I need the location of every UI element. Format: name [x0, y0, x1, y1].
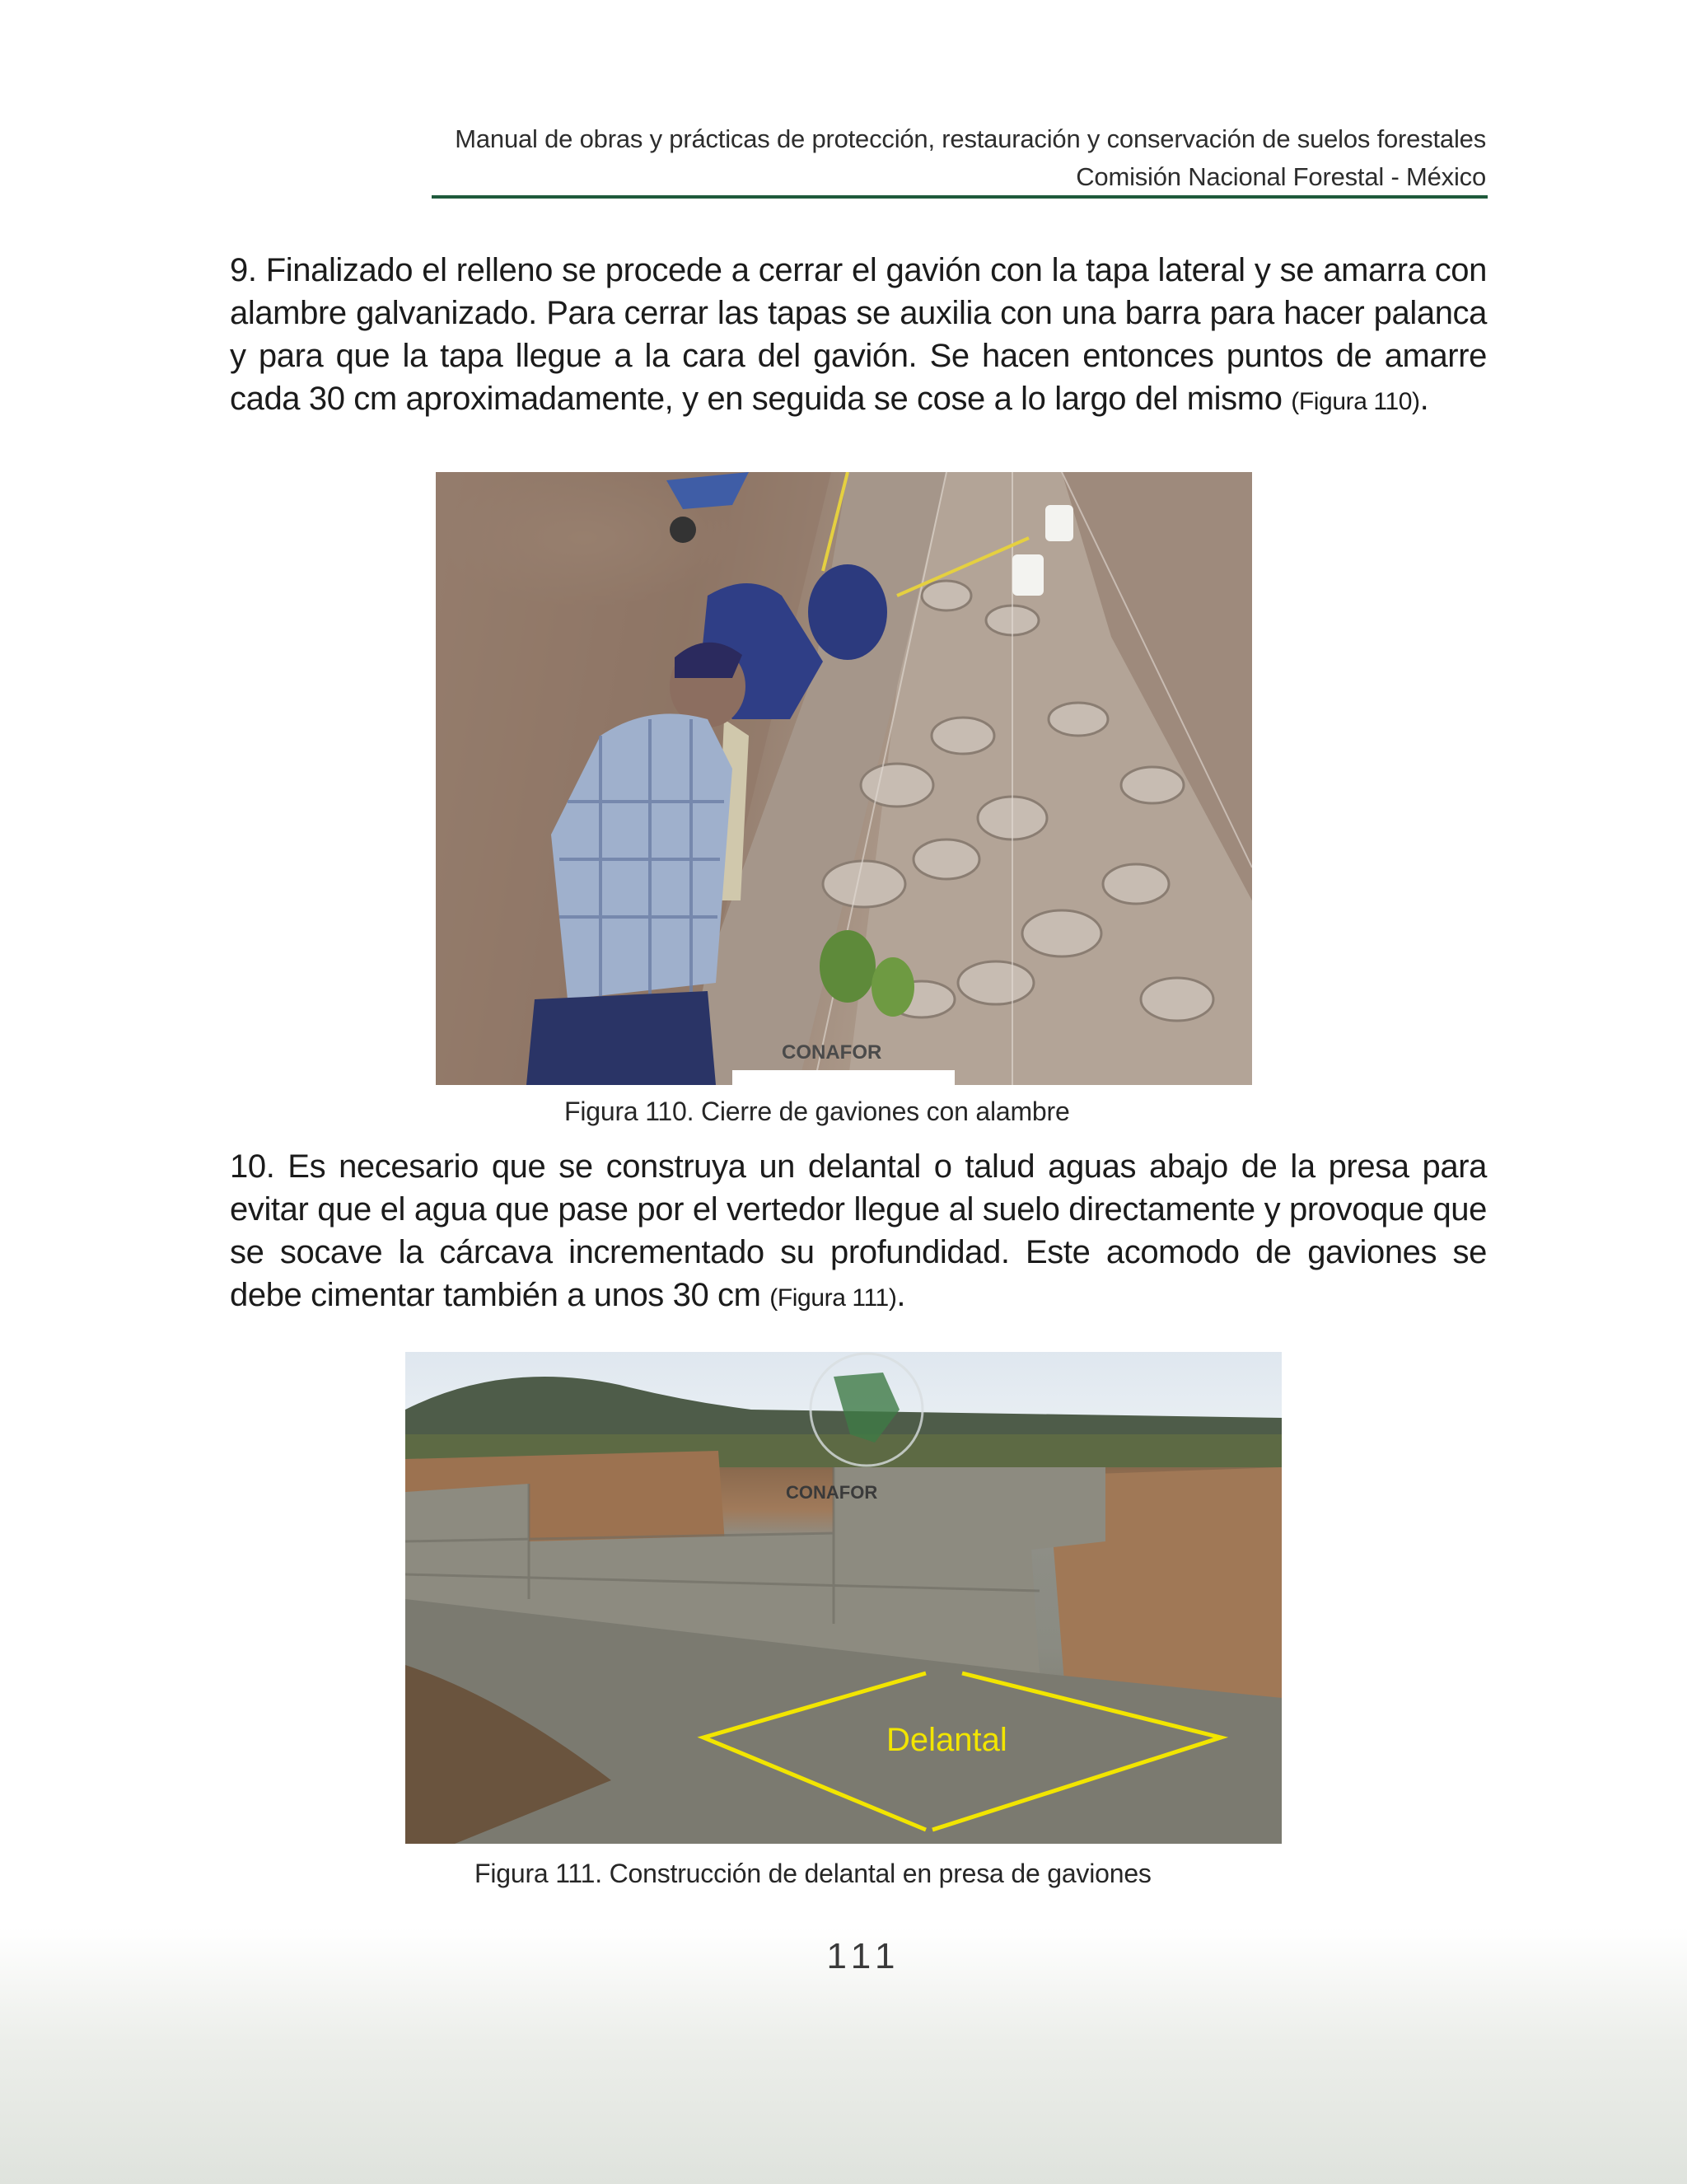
figure-111-watermark: CONAFOR: [786, 1482, 878, 1503]
figure-110-caption: Figura 110. Cierre de gaviones con alambre: [564, 1097, 1070, 1126]
figure-111-illustration: [405, 1352, 1282, 1844]
figure-110-illustration: [436, 472, 1252, 1085]
paragraph-step-9-end: .: [1419, 381, 1429, 417]
header-institution: Comisión Nacional Forestal - México: [1076, 162, 1486, 191]
paragraph-step-10-text: 10. Es necesario que se construya un delantal o talud aguas abajo de la presa para evitar que el agua que pase por el vertedor llegue al suelo directamente y provoque que se socave la cárcava incrementado su profundidad. Este acomodo de gaviones se debe cimentar también a unos 30 cm: [230, 1148, 1487, 1313]
page-number: 111: [826, 1936, 902, 1976]
delantal-label: Delantal: [886, 1722, 1007, 1758]
figure-110-reference: (Figura 110): [1291, 388, 1420, 415]
paragraph-step-10: [230, 1145, 1487, 1320]
figure-111-reference: (Figura 111): [769, 1284, 897, 1312]
paragraph-step-9: [230, 249, 1487, 423]
header-divider: [432, 195, 1488, 199]
figure-110-photo: [436, 472, 1252, 1085]
header-manual-title: Manual de obras y prácticas de protección, restauración y conservación de suelos forestales: [455, 124, 1486, 153]
running-header: [433, 120, 1486, 196]
paragraph-step-9-text: 9. Finalizado el relleno se procede a cerrar el gavión con la tapa lateral y se amarra con alambre galvanizado. Para cerrar las tapas se auxilia con una barra para hacer palanca y para que la tapa llegue a la cara del gavión. Se hacen entonces puntos de amarre cada 30 cm aproximadamente, y en seguida se cose a lo largo del mismo: [230, 252, 1487, 417]
figure-111-photo: [405, 1352, 1282, 1844]
figure-110-watermark: CONAFOR: [782, 1041, 882, 1064]
figure-111-caption: Figura 111. Construcción de delantal en presa de gaviones: [474, 1859, 1152, 1888]
paragraph-step-10-end: .: [896, 1277, 906, 1313]
